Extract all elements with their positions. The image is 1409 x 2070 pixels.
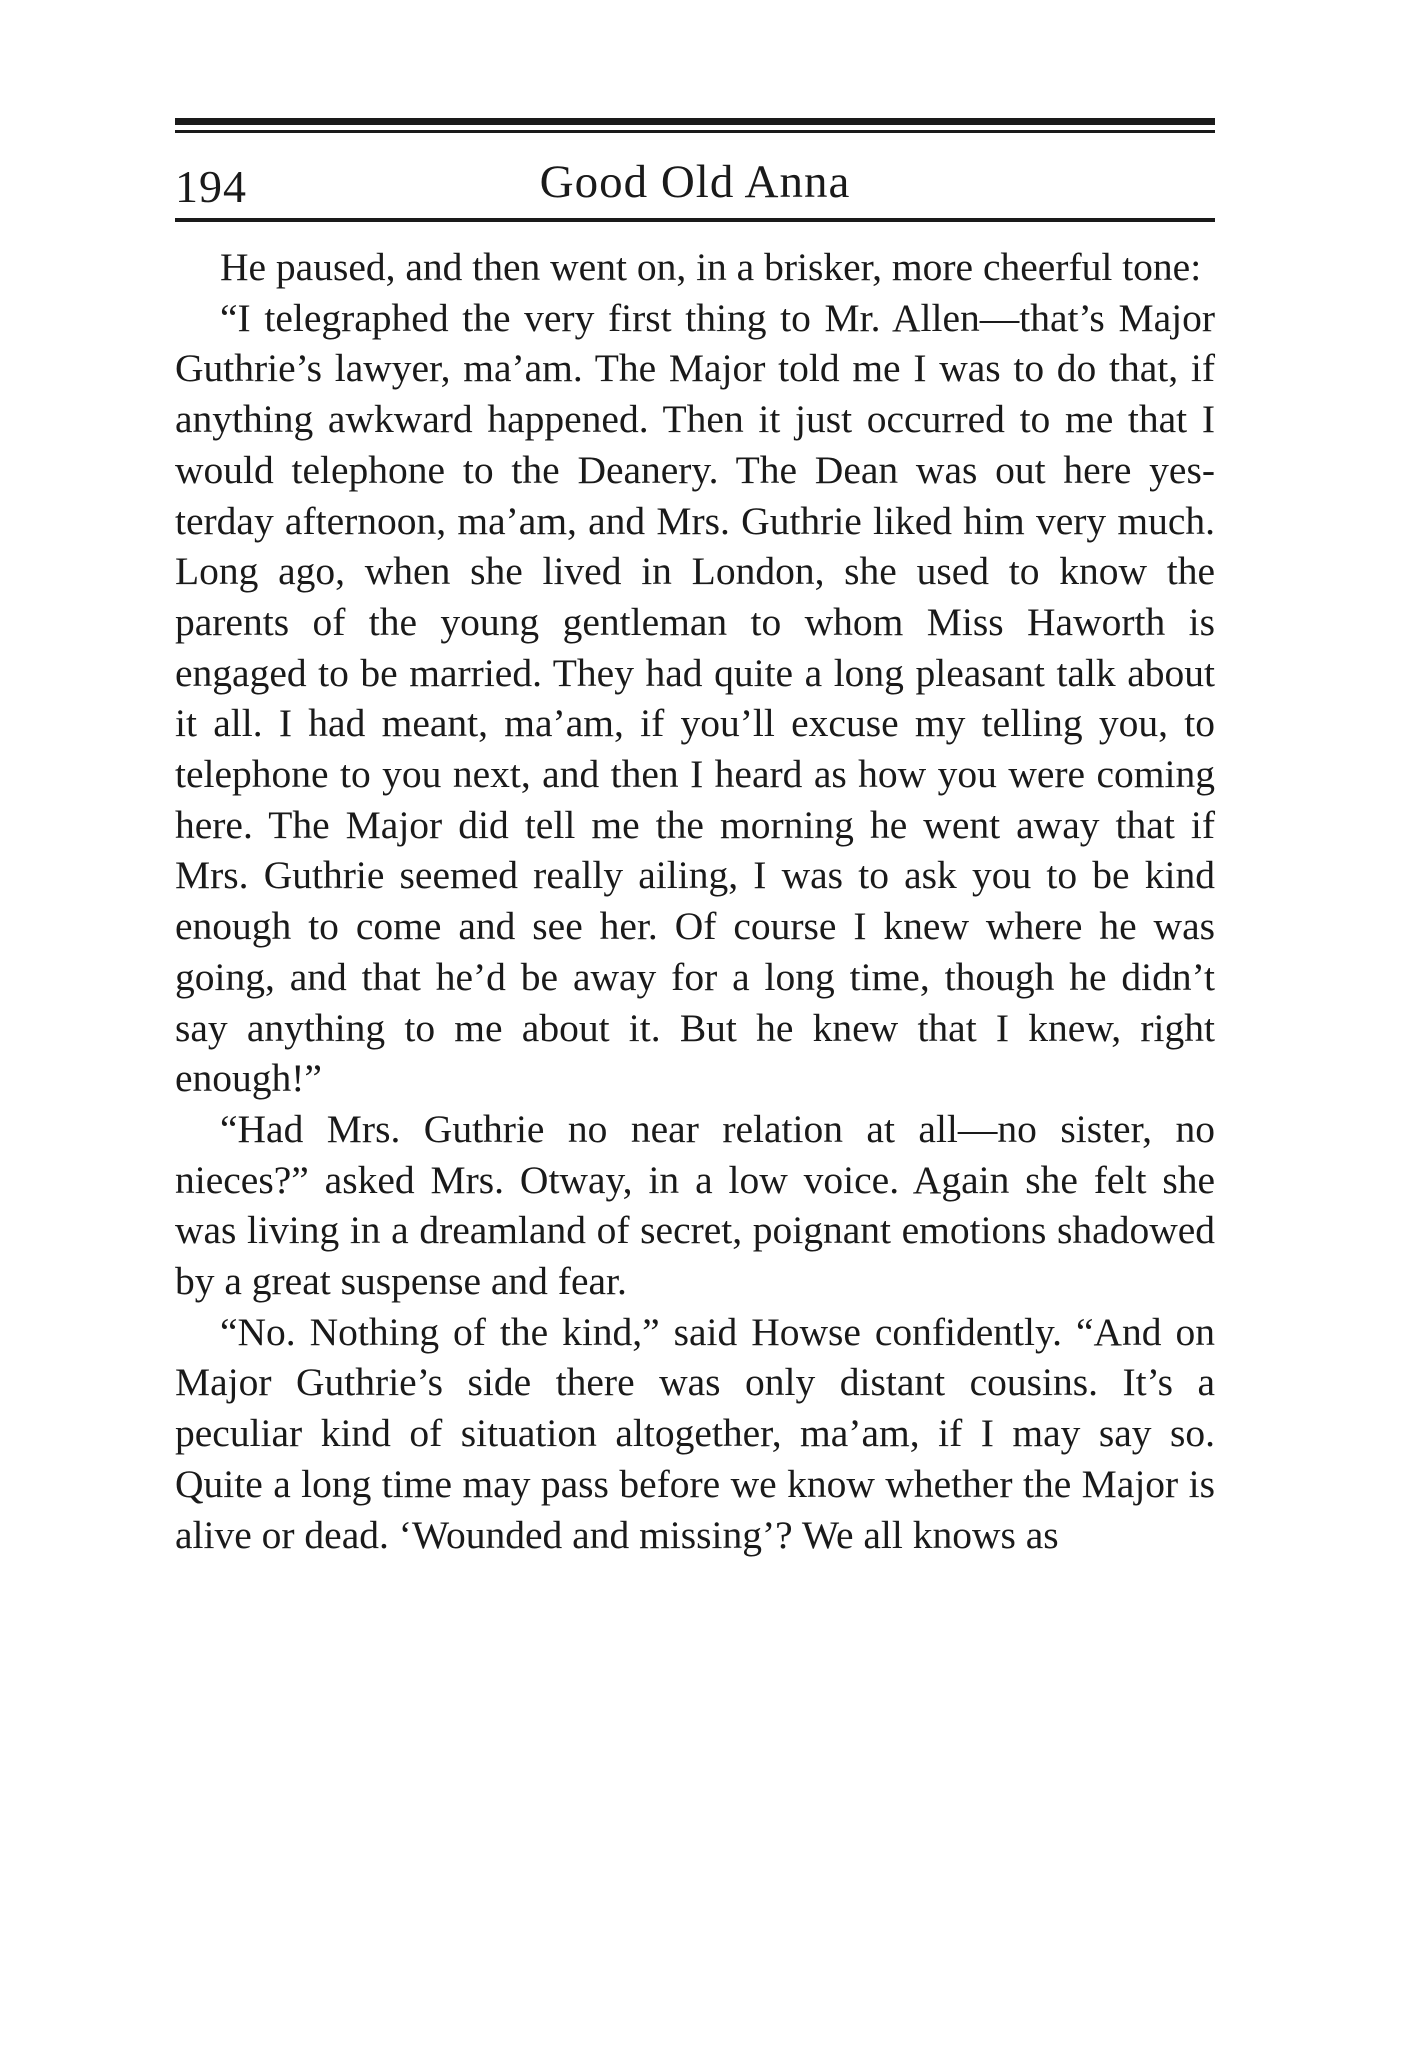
header-rule-thick (175, 118, 1215, 125)
page-number: 194 (175, 161, 247, 212)
paragraph-2: “I telegraphed the very first thing to Mr. Allen—that’s Major Guthrie’s lawyer, ma’am. The Major told me I was to do that, if anything awkward happened. Then it just occurred to me that I would telephone to the Deanery. The Dean was out here yesterday afternoon, ma’am, and Mrs. Guthrie liked him very much. Long ago, when she lived in London, she used to know the parents of the young gentleman to whom Miss Haworth is engaged to be married. They had quite a long pleasant talk about it all. I had meant, ma’am, if you’ll excuse my telling you, to telephone to you next, and then I heard as how you were coming here. The Major did tell me the morning he went away that if Mrs. Guthrie seemed really ailing, I was to ask you to be kind enough to come and see her. Of course I knew where he was going, and that he’d be away for a long time, though he didn’t say anything to me about it. But he knew that I knew, right enough!” (175, 295, 1215, 1101)
header-rule-bottom (175, 218, 1215, 222)
paragraph-1: He paused, and then went on, in a brisker, more cheerful tone: (220, 245, 1202, 289)
running-head (175, 133, 1215, 218)
book-page (175, 118, 1215, 1560)
running-title: Good Old Anna (539, 156, 851, 208)
body-text (175, 242, 1215, 1560)
paragraph-4: “No. Nothing of the kind,” said Howse confidently. “And on Major Guthrie’s side there was only distant cousins. It’s a peculiar kind of situation altogether, ma’am, if I may say so. Quite a long time may pass before we know whether the Major is alive or dead. ‘Wounded and missing’? We all knows as (175, 1309, 1215, 1557)
paragraph-3: “Had Mrs. Guthrie no near relation at all—no sister, no nieces?” asked Mrs. Otway, in a low voice. Again she felt she was living in a dreamland of secret, poignant emotions shadowed by a great suspense and fear. (175, 1106, 1215, 1304)
